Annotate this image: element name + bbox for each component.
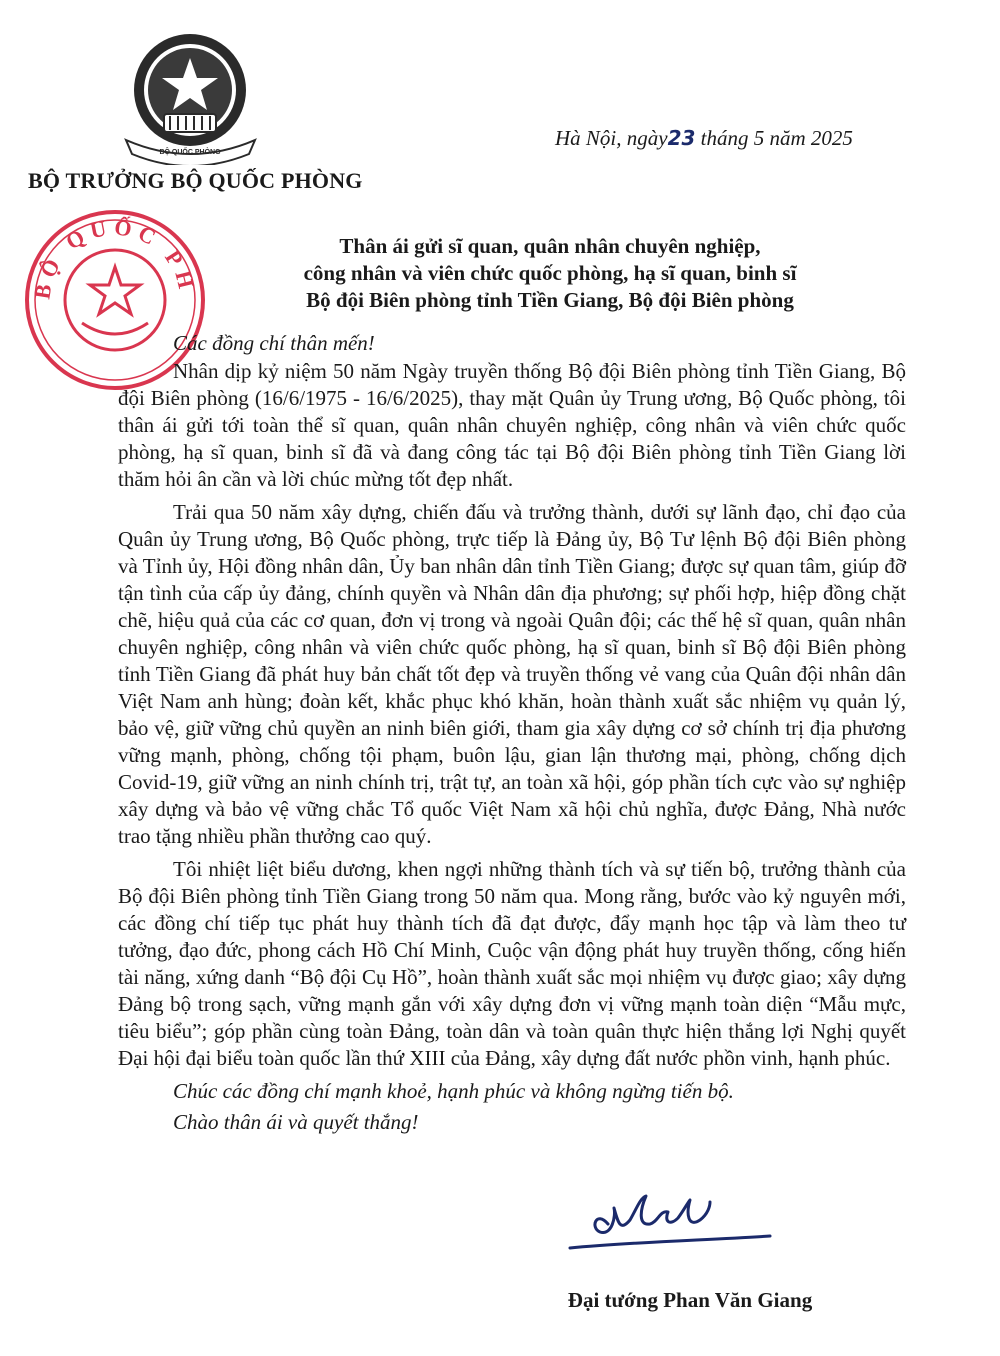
heading-line-3: Bộ đội Biên phòng tỉnh Tiền Giang, Bộ đội Biên phòng [306, 288, 794, 312]
date-prefix: Hà Nội, ngày [555, 126, 668, 150]
date-line [555, 126, 853, 151]
letter-body [118, 330, 906, 1140]
heading-line-1: Thân ái gửi sĩ quan, quân nhân chuyên nghiệp, [339, 234, 761, 258]
handwritten-signature-icon [560, 1180, 790, 1260]
heading-line-2: công nhân và viên chức quốc phòng, hạ sĩ quan, binh sĩ [303, 261, 797, 285]
closing-salute: Chào thân ái và quyết thắng! [173, 1110, 419, 1134]
paragraph-2: Trải qua 50 năm xây dựng, chiến đấu và trưởng thành, dưới sự lãnh đạo, chỉ đạo của Quân ủy Trung ương, Bộ Quốc phòng, trực tiếp là Đảng ủy, Bộ Tư lệnh Bộ đội Biên phòng và Tỉnh ủy, Hội đồng nhân dân, Ủy ban nhân dân tỉnh Tiền Giang; được sự quan tâm, giúp đỡ tận tình của cấp ủy đảng, chính quyền và Nhân dân địa phương; sự phối hợp, hiệp đồng chặt chẽ, hiệu quả của các cơ quan, đơn vị trong và ngoài Quân đội; các thế hệ sĩ quan, quân nhân chuyên nghiệp, công nhân và viên chức quốc phòng, hạ sĩ quan, binh sĩ Bộ đội Biên phòng tỉnh Tiền Giang đã phát huy bản chất tốt đẹp và truyền thống vẻ vang của Quân đội nhân dân Việt Nam anh hùng; đoàn kết, khắc phục khó khăn, hoàn thành xuất sắc nhiệm vụ quản lý, bảo vệ, giữ vững chủ quyền an ninh biên giới, tham gia xây dựng cơ sở chính trị địa phương vững mạnh, phòng, chống tội phạm, buôn lậu, gian lận thương mại, phòng, chống dịch Covid-19, giữ vững an ninh chính trị, trật tự, an toàn xã hội, góp phần tích cực vào sự nghiệp xây dựng và bảo vệ vững chắc Tổ quốc Việt Nam xã hội chủ nghĩa, được Đảng, Nhà nước trao tặng nhiều phần thưởng cao quý. [118, 500, 906, 848]
paragraph-3: Tôi nhiệt liệt biểu dương, khen ngợi những thành tích và sự tiến bộ, trưởng thành của Bộ đội Biên phòng tỉnh Tiền Giang trong 50 năm qua. Mong rằng, bước vào kỷ nguyên mới, các đồng chí tiếp tục phát huy thành tích đã đạt được, đẩy mạnh học tập và làm theo tư tưởng, đạo đức, phong cách Hồ Chí Minh, Cuộc vận động phát huy truyền thống, cống hiến tài năng, xứng danh “Bộ đội Cụ Hồ”, hoàn thành xuất sắc mọi nhiệm vụ được giao; xây dựng Đảng bộ trong sạch, vững mạnh gắn với xây dựng đơn vị vững mạnh toàn diện “Mẫu mực, tiêu biểu”; góp phần cùng toàn Đảng, toàn dân và toàn quân thực hiện thắng lợi Nghị quyết Đại hội đại biểu toàn quốc lần thứ XIII của Đảng, xây dựng đất nước phồn vinh, hạnh phúc. [118, 857, 906, 1070]
date-suffix: tháng 5 năm 2025 [695, 126, 853, 150]
org-title: BỘ TRƯỞNG BỘ QUỐC PHÒNG [28, 168, 363, 193]
date-day: 23 [667, 126, 696, 150]
svg-text:BỘ QUỐC PHÒNG: BỘ QUỐC PH [29, 214, 201, 301]
signer-name: Đại tướng Phan Văn Giang [567, 1288, 813, 1312]
paragraph-1: Nhân dịp kỷ niệm 50 năm Ngày truyền thống Bộ đội Biên phòng tỉnh Tiền Giang, Bộ đội Biên phòng (16/6/1975 - 16/6/2025), thay mặt Quân ủy Trung ương, Bộ Quốc phòng, tôi thân ái gửi tới toàn thể sĩ quan, quân nhân chuyên nghiệp, công nhân và viên chức quốc phòng, hạ sĩ quan, binh sĩ đã và đang công tác tại Bộ đội Biên phòng tỉnh Tiền Giang lời thăm hỏi ân cần và lời chúc mừng tốt đẹp nhất. [118, 359, 906, 491]
greeting: Các đồng chí thân mến! [173, 331, 375, 355]
svg-text:BỘ QUỐC PHÒNG: BỘ QUỐC PHÒNG [159, 149, 221, 156]
letter-heading [150, 233, 950, 314]
state-emblem-icon [118, 30, 263, 165]
closing-wish: Chúc các đồng chí mạnh khoẻ, hạnh phúc và không ngừng tiến bộ. [173, 1079, 734, 1103]
